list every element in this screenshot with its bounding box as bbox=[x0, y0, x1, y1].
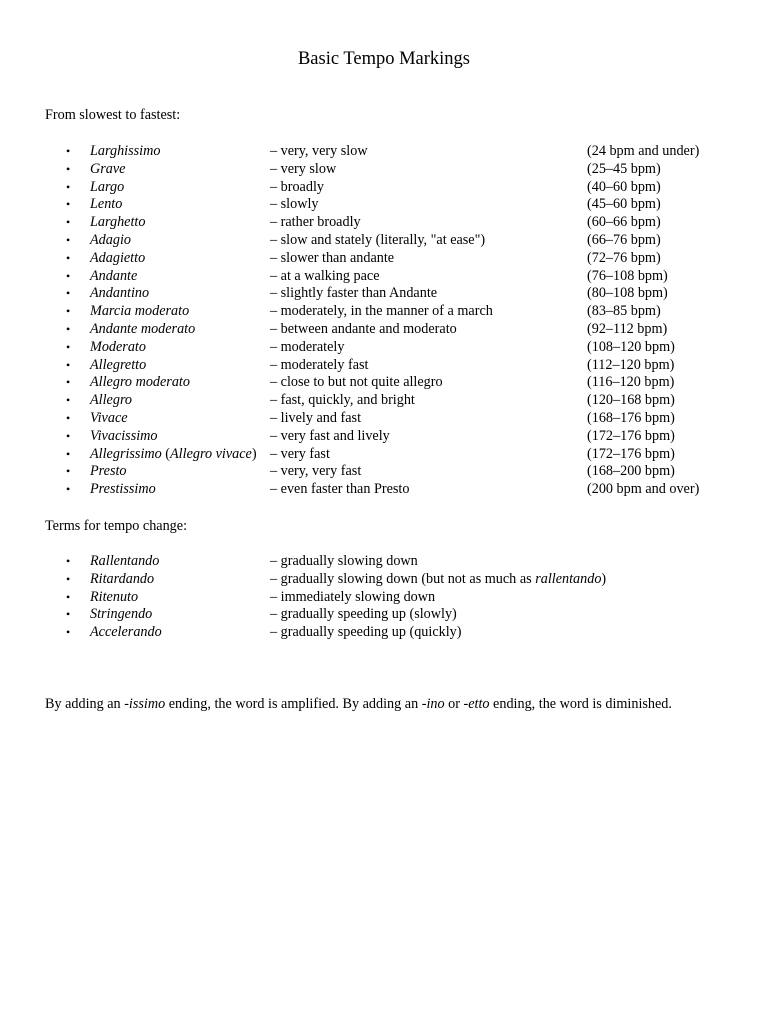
tempo-bpm: (40–60 bpm) bbox=[587, 178, 661, 195]
tempo-description: – between andante and moderato bbox=[270, 320, 457, 337]
tempo-term: Grave bbox=[90, 160, 126, 177]
tempo-description: – fast, quickly, and bright bbox=[270, 392, 415, 409]
page-title: Basic Tempo Markings bbox=[297, 49, 471, 69]
tempo-term: Lento bbox=[90, 196, 123, 213]
tempo-description: – close to but not quite allegro bbox=[270, 374, 443, 391]
bullet: • bbox=[66, 571, 71, 586]
tempo-bpm: (83–85 bpm) bbox=[587, 303, 661, 320]
bullet: • bbox=[66, 321, 71, 336]
bullet: • bbox=[66, 410, 71, 425]
bullet: • bbox=[66, 393, 71, 408]
bullet: • bbox=[66, 482, 71, 497]
tempo-description: – slowly bbox=[270, 196, 319, 213]
tempo-bpm: (72–76 bpm) bbox=[587, 249, 661, 266]
bullet: • bbox=[66, 375, 71, 390]
closing-text: ending, the word is amplified. By adding an bbox=[165, 696, 422, 712]
closing-suffix: -issimo bbox=[124, 696, 166, 712]
bullet: • bbox=[66, 464, 71, 479]
tempo-change-description: – gradually slowing down bbox=[270, 553, 418, 569]
tempo-bpm: (112–120 bpm) bbox=[587, 356, 675, 373]
tempo-term-alt: Allegro vivace bbox=[170, 445, 252, 462]
bullet: • bbox=[66, 144, 71, 158]
tempo-bpm: (60–66 bpm) bbox=[587, 214, 661, 231]
tempo-bpm: (25–45 bpm) bbox=[587, 160, 661, 177]
closing-text: ending, the word is diminished. bbox=[489, 696, 672, 712]
tempo-bpm: (24 bpm and under) bbox=[587, 143, 700, 159]
tempo-term: Marcia moderato bbox=[90, 303, 190, 320]
tempo-bpm: (172–176 bpm) bbox=[587, 445, 675, 462]
bullet: • bbox=[66, 304, 71, 319]
tempo-description: – lively and fast bbox=[270, 409, 362, 426]
tempo-term: Andante bbox=[90, 267, 138, 284]
tempo-change-term: Ritenuto bbox=[90, 588, 139, 605]
paren-close: ) bbox=[251, 445, 257, 462]
tempo-bpm: (168–176 bpm) bbox=[587, 409, 675, 426]
tempo-term bbox=[90, 446, 257, 464]
tempo-bpm: (172–176 bpm) bbox=[587, 427, 675, 444]
tempo-bpm: (80–108 bpm) bbox=[587, 285, 668, 302]
bullet: • bbox=[66, 625, 71, 640]
description-part: – gradually slowing down (but not as much as bbox=[270, 570, 536, 587]
closing-suffix: -etto bbox=[463, 696, 490, 712]
tempo-description: – moderately, in the manner of a march bbox=[270, 303, 493, 320]
change-intro-text: Terms for tempo change: bbox=[45, 518, 188, 534]
tempo-description: – very fast and lively bbox=[270, 427, 390, 444]
bullet: • bbox=[66, 286, 71, 301]
tempo-description: – broadly bbox=[270, 178, 324, 195]
bullet: • bbox=[66, 607, 71, 622]
tempo-description: – at a walking pace bbox=[270, 267, 380, 284]
tempo-term: Moderato bbox=[90, 338, 146, 355]
intro-text: From slowest to fastest: bbox=[45, 107, 181, 123]
tempo-description: – very fast bbox=[270, 445, 330, 462]
tempo-term: Andantino bbox=[90, 285, 150, 302]
tempo-term: Prestissimo bbox=[90, 481, 156, 498]
bullet: • bbox=[66, 339, 71, 354]
tempo-bpm: (92–112 bpm) bbox=[587, 320, 668, 337]
tempo-change-term: Accelerando bbox=[90, 624, 162, 641]
tempo-description: – very, very fast bbox=[270, 463, 362, 480]
tempo-term: Presto bbox=[90, 463, 127, 480]
closing-paragraph bbox=[45, 695, 672, 713]
tempo-term: Adagio bbox=[90, 231, 131, 248]
tempo-description: – slightly faster than Andante bbox=[270, 285, 438, 302]
tempo-description: – moderately fast bbox=[270, 356, 369, 373]
tempo-term: Adagietto bbox=[90, 249, 146, 266]
tempo-term: Allegro moderato bbox=[90, 374, 190, 391]
bullet: • bbox=[66, 268, 71, 283]
tempo-change-description: – immediately slowing down bbox=[270, 588, 436, 605]
tempo-change-term: Rallentando bbox=[90, 553, 160, 569]
bullet: • bbox=[66, 589, 71, 604]
tempo-bpm: (45–60 bpm) bbox=[587, 196, 661, 213]
tempo-bpm: (76–108 bpm) bbox=[587, 267, 668, 284]
tempo-bpm: (116–120 bpm) bbox=[587, 374, 675, 391]
tempo-description: – slower than andante bbox=[270, 249, 395, 266]
tempo-term: Allegretto bbox=[90, 356, 147, 373]
bullet: • bbox=[66, 428, 71, 443]
tempo-bpm: (168–200 bpm) bbox=[587, 463, 675, 480]
tempo-change-term: Ritardando bbox=[90, 570, 155, 587]
bullet: • bbox=[66, 232, 71, 247]
bullet: • bbox=[66, 357, 71, 372]
bullet: • bbox=[66, 250, 71, 265]
bullet: • bbox=[66, 554, 71, 568]
description-part: ) bbox=[601, 570, 607, 587]
tempo-term: Larghissimo bbox=[90, 143, 161, 159]
closing-text: or bbox=[444, 696, 464, 712]
tempo-bpm: (108–120 bpm) bbox=[587, 338, 675, 355]
tempo-bpm: (120–168 bpm) bbox=[587, 392, 675, 409]
closing-text: By adding an bbox=[45, 696, 125, 712]
bullet: • bbox=[66, 215, 71, 230]
tempo-change-description: – gradually speeding up (quickly) bbox=[270, 624, 462, 641]
tempo-term: Andante moderato bbox=[90, 320, 196, 337]
tempo-term: Largo bbox=[90, 178, 125, 195]
tempo-term: Vivace bbox=[90, 409, 128, 426]
tempo-description: – rather broadly bbox=[270, 214, 361, 231]
bullet: • bbox=[66, 179, 71, 194]
closing-suffix: -ino bbox=[421, 696, 445, 712]
tempo-description: – very slow bbox=[270, 160, 337, 177]
tempo-change-description bbox=[270, 571, 606, 589]
tempo-description: – slow and stately (literally, "at ease") bbox=[270, 231, 486, 248]
tempo-description: – very, very slow bbox=[270, 143, 368, 159]
bullet: • bbox=[66, 161, 71, 176]
bullet: • bbox=[66, 197, 71, 212]
tempo-bpm: (200 bpm and over) bbox=[587, 481, 700, 498]
tempo-term: Vivacissimo bbox=[90, 427, 158, 444]
tempo-description: – moderately bbox=[270, 338, 345, 355]
tempo-term: Larghetto bbox=[90, 214, 146, 231]
description-emphasis: rallentando bbox=[535, 570, 602, 587]
tempo-term: Allegro bbox=[90, 392, 133, 409]
bullet: • bbox=[66, 446, 71, 461]
tempo-change-term: Stringendo bbox=[90, 606, 153, 623]
tempo-change-description: – gradually speeding up (slowly) bbox=[270, 606, 457, 623]
tempo-term-main: Allegrissimo bbox=[90, 445, 162, 462]
paren-open: ( bbox=[161, 445, 171, 462]
tempo-description: – even faster than Presto bbox=[270, 481, 410, 498]
tempo-bpm: (66–76 bpm) bbox=[587, 231, 661, 248]
